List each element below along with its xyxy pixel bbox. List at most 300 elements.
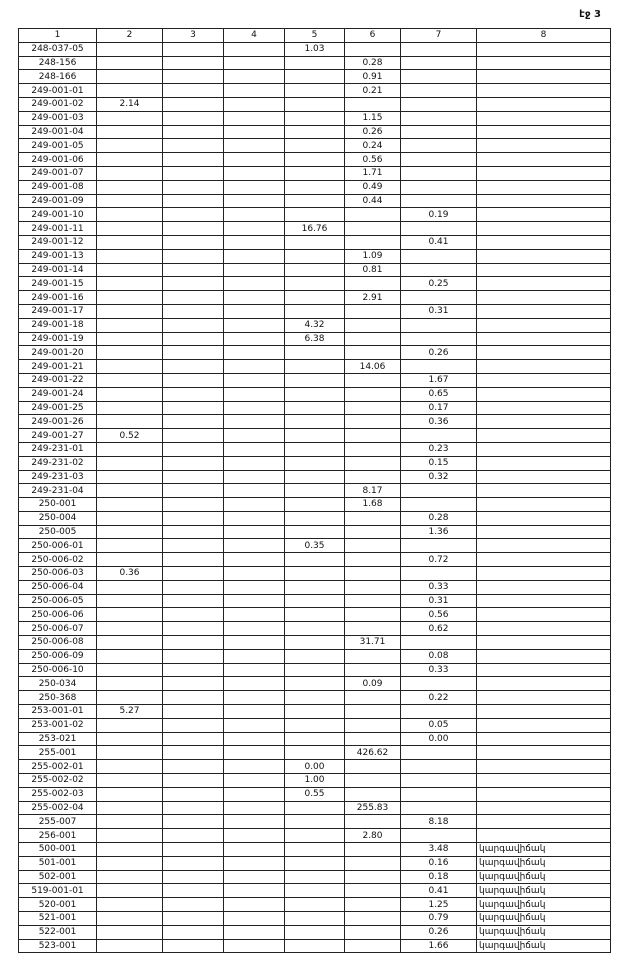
area-value-cell xyxy=(97,249,163,263)
area-value-cell: 0.31 xyxy=(401,304,477,318)
area-value-cell xyxy=(97,511,163,525)
area-value-cell xyxy=(285,70,345,84)
area-value-cell xyxy=(224,525,285,539)
area-value-cell xyxy=(401,263,477,277)
area-value-cell xyxy=(163,843,224,857)
area-value-cell xyxy=(97,84,163,98)
parcel-code-cell: 249-001-20 xyxy=(19,346,97,360)
area-value-cell xyxy=(224,84,285,98)
area-value-cell: 0.25 xyxy=(401,277,477,291)
area-value-cell xyxy=(285,691,345,705)
table-row xyxy=(19,291,611,305)
area-value-cell xyxy=(97,525,163,539)
area-value-cell xyxy=(345,553,401,567)
table-header xyxy=(19,29,611,43)
status-note-cell xyxy=(477,815,611,829)
area-value-cell xyxy=(163,304,224,318)
area-value-cell xyxy=(345,304,401,318)
parcel-code-cell: 249-001-04 xyxy=(19,125,97,139)
table-row xyxy=(19,401,611,415)
area-value-cell: 4.32 xyxy=(285,318,345,332)
status-note-cell xyxy=(477,277,611,291)
area-value-cell xyxy=(285,912,345,926)
table-row xyxy=(19,249,611,263)
area-value-cell xyxy=(401,636,477,650)
status-note-cell xyxy=(477,553,611,567)
area-value-cell xyxy=(224,774,285,788)
area-value-cell xyxy=(163,429,224,443)
area-value-cell xyxy=(224,263,285,277)
area-value-cell xyxy=(401,70,477,84)
table-row xyxy=(19,925,611,939)
area-value-cell xyxy=(97,898,163,912)
area-value-cell xyxy=(401,291,477,305)
area-value-cell xyxy=(163,70,224,84)
table-row xyxy=(19,332,611,346)
table-row xyxy=(19,373,611,387)
area-value-cell xyxy=(285,608,345,622)
area-value-cell xyxy=(163,746,224,760)
parcel-code-cell: 250-006-04 xyxy=(19,580,97,594)
area-value-cell xyxy=(345,277,401,291)
area-value-cell xyxy=(97,360,163,374)
status-note-cell xyxy=(477,774,611,788)
area-value-cell xyxy=(224,194,285,208)
area-value-cell xyxy=(401,760,477,774)
table-row xyxy=(19,718,611,732)
area-value-cell: 8.18 xyxy=(401,815,477,829)
area-value-cell xyxy=(224,373,285,387)
area-value-cell xyxy=(285,360,345,374)
table-row xyxy=(19,829,611,843)
parcel-code-cell: 253-021 xyxy=(19,732,97,746)
area-value-cell xyxy=(163,691,224,705)
table-row xyxy=(19,801,611,815)
status-note-cell xyxy=(477,498,611,512)
parcel-code-cell: 249-001-16 xyxy=(19,291,97,305)
header-row xyxy=(19,29,611,43)
area-value-cell: 0.15 xyxy=(401,456,477,470)
area-value-cell xyxy=(163,84,224,98)
area-value-cell xyxy=(163,870,224,884)
area-value-cell xyxy=(97,912,163,926)
area-value-cell xyxy=(401,194,477,208)
status-note-cell xyxy=(477,42,611,56)
area-value-cell xyxy=(285,470,345,484)
area-value-cell xyxy=(97,222,163,236)
area-value-cell: 0.17 xyxy=(401,401,477,415)
table-row xyxy=(19,456,611,470)
area-value-cell xyxy=(285,843,345,857)
area-value-cell xyxy=(224,856,285,870)
area-value-cell: 0.35 xyxy=(285,539,345,553)
column-header: 8 xyxy=(477,29,611,43)
area-value-cell xyxy=(345,456,401,470)
area-value-cell xyxy=(345,580,401,594)
area-value-cell xyxy=(163,235,224,249)
area-value-cell: 1.25 xyxy=(401,898,477,912)
area-value-cell xyxy=(345,235,401,249)
area-value-cell xyxy=(285,415,345,429)
area-value-cell xyxy=(345,884,401,898)
area-value-cell xyxy=(224,732,285,746)
area-value-cell: 2.14 xyxy=(97,97,163,111)
area-value-cell xyxy=(285,401,345,415)
area-value-cell xyxy=(163,801,224,815)
parcel-code-cell: 249-001-05 xyxy=(19,139,97,153)
table-row xyxy=(19,429,611,443)
status-note-cell: կարգավիճակ xyxy=(477,898,611,912)
area-value-cell xyxy=(285,277,345,291)
area-value-cell xyxy=(97,787,163,801)
area-value-cell xyxy=(285,373,345,387)
area-value-cell xyxy=(224,636,285,650)
parcel-code-cell: 250-006-09 xyxy=(19,649,97,663)
area-value-cell: 0.00 xyxy=(401,732,477,746)
area-value-cell xyxy=(285,456,345,470)
area-value-cell xyxy=(224,746,285,760)
area-value-cell xyxy=(224,718,285,732)
area-value-cell xyxy=(97,925,163,939)
area-value-cell: 0.26 xyxy=(401,346,477,360)
table-row xyxy=(19,139,611,153)
area-value-cell: 1.67 xyxy=(401,373,477,387)
area-value-cell xyxy=(97,263,163,277)
area-value-cell xyxy=(401,84,477,98)
area-value-cell: 5.27 xyxy=(97,705,163,719)
table-row xyxy=(19,194,611,208)
area-value-cell: 0.08 xyxy=(401,649,477,663)
table-row xyxy=(19,222,611,236)
area-value-cell xyxy=(345,525,401,539)
area-value-cell xyxy=(345,843,401,857)
area-value-cell xyxy=(163,539,224,553)
parcel-code-cell: 253-001-02 xyxy=(19,718,97,732)
status-note-cell xyxy=(477,580,611,594)
status-note-cell xyxy=(477,291,611,305)
status-note-cell xyxy=(477,787,611,801)
area-value-cell: 0.22 xyxy=(401,691,477,705)
area-value-cell: 0.09 xyxy=(345,677,401,691)
area-value-cell xyxy=(97,125,163,139)
area-value-cell xyxy=(163,346,224,360)
status-note-cell xyxy=(477,153,611,167)
status-note-cell xyxy=(477,235,611,249)
area-value-cell xyxy=(224,346,285,360)
area-value-cell xyxy=(224,567,285,581)
area-value-cell xyxy=(224,677,285,691)
table-row xyxy=(19,346,611,360)
area-value-cell xyxy=(97,235,163,249)
table-row xyxy=(19,746,611,760)
area-value-cell xyxy=(97,594,163,608)
status-note-cell xyxy=(477,304,611,318)
area-value-cell xyxy=(285,636,345,650)
area-value-cell xyxy=(224,42,285,56)
area-value-cell xyxy=(97,884,163,898)
area-value-cell xyxy=(97,663,163,677)
area-value-cell xyxy=(285,746,345,760)
area-value-cell xyxy=(345,332,401,346)
status-note-cell xyxy=(477,125,611,139)
area-value-cell xyxy=(163,884,224,898)
parcel-code-cell: 250-006-01 xyxy=(19,539,97,553)
table-row xyxy=(19,235,611,249)
area-value-cell xyxy=(285,553,345,567)
area-value-cell xyxy=(345,415,401,429)
area-value-cell xyxy=(224,608,285,622)
parcel-code-cell: 249-001-01 xyxy=(19,84,97,98)
area-value-cell xyxy=(345,346,401,360)
area-value-cell: 1.09 xyxy=(345,249,401,263)
area-value-cell xyxy=(285,166,345,180)
area-value-cell xyxy=(163,580,224,594)
area-value-cell xyxy=(163,194,224,208)
area-value-cell: 426.62 xyxy=(345,746,401,760)
area-value-cell xyxy=(163,180,224,194)
status-note-cell: կարգավիճակ xyxy=(477,912,611,926)
area-value-cell xyxy=(97,415,163,429)
table-row xyxy=(19,815,611,829)
area-value-cell xyxy=(97,373,163,387)
area-value-cell: 0.65 xyxy=(401,387,477,401)
area-value-cell xyxy=(224,829,285,843)
status-note-cell xyxy=(477,84,611,98)
area-value-cell xyxy=(285,663,345,677)
status-note-cell: կարգավիճակ xyxy=(477,884,611,898)
area-value-cell xyxy=(224,56,285,70)
area-value-cell xyxy=(224,691,285,705)
area-value-cell: 0.32 xyxy=(401,470,477,484)
area-value-cell xyxy=(285,580,345,594)
parcel-code-cell: 249-001-15 xyxy=(19,277,97,291)
area-value-cell xyxy=(345,97,401,111)
parcel-code-cell: 255-001 xyxy=(19,746,97,760)
parcel-code-cell: 250-004 xyxy=(19,511,97,525)
area-value-cell: 0.24 xyxy=(345,139,401,153)
area-value-cell: 8.17 xyxy=(345,484,401,498)
parcel-code-cell: 249-001-03 xyxy=(19,111,97,125)
status-note-cell: կարգավիճակ xyxy=(477,939,611,953)
area-value-cell xyxy=(224,277,285,291)
status-note-cell xyxy=(477,649,611,663)
area-value-cell xyxy=(285,387,345,401)
parcel-code-cell: 249-001-11 xyxy=(19,222,97,236)
area-value-cell xyxy=(163,622,224,636)
area-value-cell xyxy=(285,870,345,884)
area-value-cell xyxy=(285,677,345,691)
area-value-cell xyxy=(224,912,285,926)
area-value-cell xyxy=(401,787,477,801)
area-value-cell xyxy=(345,622,401,636)
area-value-cell: 0.41 xyxy=(401,235,477,249)
area-value-cell: 1.15 xyxy=(345,111,401,125)
area-value-cell: 0.72 xyxy=(401,553,477,567)
area-value-cell: 2.80 xyxy=(345,829,401,843)
area-value-cell xyxy=(97,760,163,774)
parcel-code-cell: 249-001-06 xyxy=(19,153,97,167)
area-value-cell xyxy=(345,42,401,56)
column-header: 5 xyxy=(285,29,345,43)
table-row xyxy=(19,870,611,884)
area-value-cell xyxy=(345,774,401,788)
area-value-cell: 0.62 xyxy=(401,622,477,636)
area-value-cell xyxy=(401,829,477,843)
column-header: 7 xyxy=(401,29,477,43)
area-value-cell xyxy=(97,677,163,691)
area-value-cell: 0.79 xyxy=(401,912,477,926)
area-value-cell xyxy=(401,332,477,346)
area-value-cell: 0.49 xyxy=(345,180,401,194)
status-note-cell xyxy=(477,415,611,429)
area-value-cell xyxy=(97,139,163,153)
area-value-cell xyxy=(97,456,163,470)
area-value-cell xyxy=(163,415,224,429)
area-value-cell xyxy=(345,608,401,622)
status-note-cell xyxy=(477,139,611,153)
area-value-cell xyxy=(97,153,163,167)
table-row xyxy=(19,912,611,926)
area-value-cell xyxy=(345,429,401,443)
table-row xyxy=(19,318,611,332)
status-note-cell xyxy=(477,97,611,111)
parcel-code-cell: 249-231-04 xyxy=(19,484,97,498)
parcel-code-cell: 255-002-01 xyxy=(19,760,97,774)
table-row xyxy=(19,677,611,691)
status-note-cell xyxy=(477,691,611,705)
status-note-cell xyxy=(477,222,611,236)
area-value-cell xyxy=(163,166,224,180)
area-value-cell xyxy=(163,677,224,691)
area-value-cell xyxy=(163,291,224,305)
area-value-cell xyxy=(345,208,401,222)
area-value-cell xyxy=(285,939,345,953)
area-value-cell: 0.33 xyxy=(401,580,477,594)
area-value-cell xyxy=(97,304,163,318)
area-value-cell xyxy=(345,539,401,553)
area-value-cell xyxy=(285,56,345,70)
column-header: 2 xyxy=(97,29,163,43)
area-value-cell xyxy=(401,125,477,139)
area-value-cell xyxy=(224,360,285,374)
status-note-cell xyxy=(477,263,611,277)
status-note-cell xyxy=(477,636,611,650)
parcel-code-cell: 249-001-10 xyxy=(19,208,97,222)
area-value-cell xyxy=(285,856,345,870)
area-value-cell: 255.83 xyxy=(345,801,401,815)
area-value-cell xyxy=(97,856,163,870)
table-row xyxy=(19,387,611,401)
parcel-code-cell: 250-006-02 xyxy=(19,553,97,567)
area-value-cell xyxy=(163,898,224,912)
area-value-cell: 0.16 xyxy=(401,856,477,870)
table-body xyxy=(19,42,611,953)
area-value-cell xyxy=(224,815,285,829)
area-value-cell: 0.23 xyxy=(401,442,477,456)
status-note-cell xyxy=(477,567,611,581)
area-value-cell xyxy=(97,442,163,456)
area-value-cell xyxy=(97,691,163,705)
status-note-cell xyxy=(477,732,611,746)
area-value-cell xyxy=(285,732,345,746)
area-value-cell xyxy=(285,567,345,581)
area-value-cell xyxy=(163,608,224,622)
area-value-cell xyxy=(224,332,285,346)
area-value-cell xyxy=(163,912,224,926)
area-value-cell: 1.66 xyxy=(401,939,477,953)
table-row xyxy=(19,608,611,622)
parcel-code-cell: 249-001-27 xyxy=(19,429,97,443)
area-value-cell: 3.48 xyxy=(401,843,477,857)
column-header: 1 xyxy=(19,29,97,43)
status-note-cell xyxy=(477,746,611,760)
table-row xyxy=(19,622,611,636)
parcel-code-cell: 523-001 xyxy=(19,939,97,953)
area-value-cell xyxy=(285,925,345,939)
status-note-cell xyxy=(477,470,611,484)
parcel-code-cell: 248-037-05 xyxy=(19,42,97,56)
parcel-code-cell: 249-001-02 xyxy=(19,97,97,111)
area-value-cell xyxy=(285,498,345,512)
area-value-cell xyxy=(163,760,224,774)
area-value-cell xyxy=(97,180,163,194)
area-value-cell xyxy=(285,139,345,153)
parcel-code-cell: 250-006-10 xyxy=(19,663,97,677)
area-value-cell xyxy=(224,760,285,774)
area-value-cell xyxy=(163,498,224,512)
area-value-cell xyxy=(345,470,401,484)
area-value-cell xyxy=(224,249,285,263)
area-value-cell xyxy=(163,636,224,650)
area-value-cell xyxy=(285,801,345,815)
status-note-cell xyxy=(477,56,611,70)
table-row xyxy=(19,856,611,870)
area-value-cell xyxy=(97,649,163,663)
area-value-cell xyxy=(345,373,401,387)
area-value-cell xyxy=(163,456,224,470)
area-value-cell xyxy=(97,774,163,788)
area-value-cell xyxy=(224,139,285,153)
area-value-cell xyxy=(224,125,285,139)
area-value-cell xyxy=(285,111,345,125)
area-value-cell: 0.44 xyxy=(345,194,401,208)
parcel-code-cell: 249-001-26 xyxy=(19,415,97,429)
area-value-cell xyxy=(285,180,345,194)
area-value-cell xyxy=(163,373,224,387)
status-note-cell xyxy=(477,760,611,774)
area-value-cell xyxy=(224,97,285,111)
area-value-cell xyxy=(163,525,224,539)
area-value-cell xyxy=(285,235,345,249)
area-value-cell xyxy=(285,884,345,898)
area-value-cell xyxy=(163,939,224,953)
area-value-cell xyxy=(401,42,477,56)
status-note-cell xyxy=(477,401,611,415)
status-note-cell: կարգավիճակ xyxy=(477,856,611,870)
area-value-cell xyxy=(401,677,477,691)
area-value-cell xyxy=(285,97,345,111)
area-value-cell xyxy=(224,111,285,125)
parcel-code-cell: 255-002-03 xyxy=(19,787,97,801)
table-row xyxy=(19,843,611,857)
area-value-cell xyxy=(345,401,401,415)
area-value-cell xyxy=(163,594,224,608)
area-value-cell: 0.41 xyxy=(401,884,477,898)
area-value-cell xyxy=(224,884,285,898)
table-row xyxy=(19,732,611,746)
area-value-cell xyxy=(97,829,163,843)
parcel-code-cell: 249-001-12 xyxy=(19,235,97,249)
